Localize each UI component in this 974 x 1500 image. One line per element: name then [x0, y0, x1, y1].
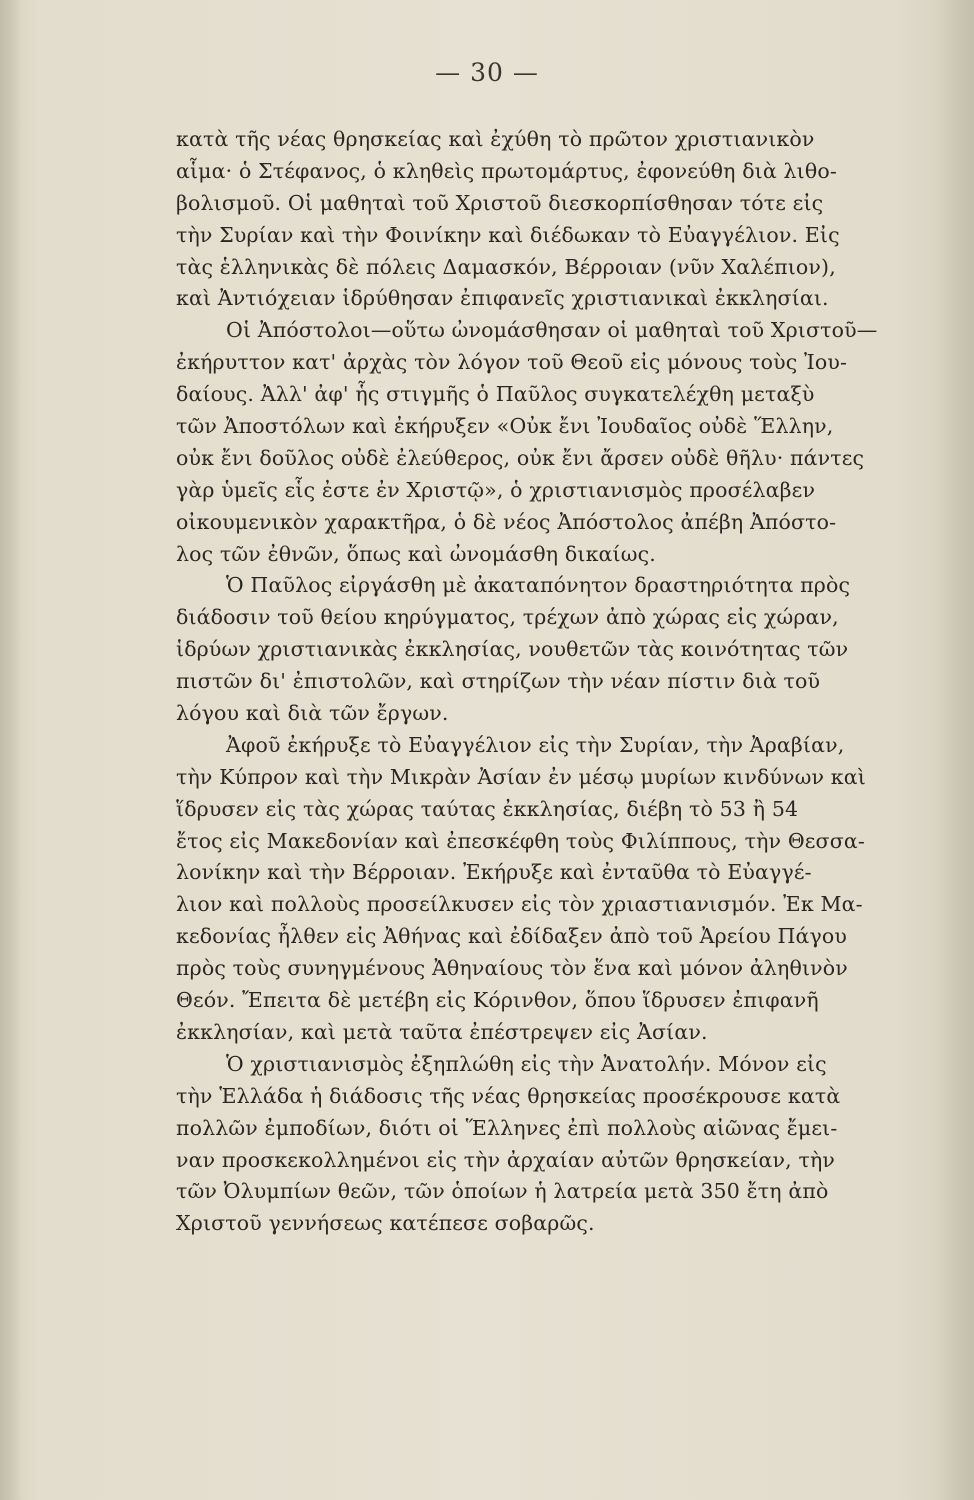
text-line: διάδοσιν τοῦ θείου κηρύγματος, τρέχων ἀπὸ χώρας εἰς χώραν,: [176, 605, 839, 630]
text-line: αἷμα· ὁ Στέφανος, ὁ κληθεὶς πρωτομάρτυς, ἐφονεύθη διὰ λιθο-: [176, 158, 837, 183]
paragraph-start-line: Οἱ Ἀπόστολοι—οὕτω ὠνομάσθησαν οἱ μαθηταὶ τοῦ Χριστοῦ—: [226, 318, 878, 343]
text-line: Χριστοῦ γεννήσεως κατέπεσε σοβαρῶς.: [176, 1211, 595, 1236]
text-line: δαίους. Ἀλλ' ἀφ' ἧς στιγμῆς ὁ Παῦλος συγκατελέχθη μεταξὺ: [176, 382, 815, 407]
text-line: γὰρ ὑμεῖς εἷς ἐστε ἐν Χριστῷ», ὁ χριστιανισμὸς προσέλαβεν: [176, 477, 816, 502]
paragraph-start-line: Ἀφοῦ ἐκήρυξε τὸ Εὐαγγέλιον εἰς τὴν Συρίαν, τὴν Ἀραβίαν,: [226, 732, 845, 757]
page-gutter-shadow: [0, 0, 22, 1500]
text-line: ἱδρύων χριστιανικὰς ἐκκλησίας, νουθετῶν τὰς κοινότητας τῶν: [176, 637, 849, 662]
paragraph-start-line: Ὁ χριστιανισμὸς ἐξηπλώθη εἰς τὴν Ἀνατολήν. Μόνον εἰς: [226, 1051, 827, 1076]
page-edge-shadow: [936, 0, 974, 1500]
body-text: [176, 124, 932, 1240]
text-line: καὶ Ἀντιόχειαν ἱδρύθησαν ἐπιφανεῖς χριστιανικαὶ ἐκκλησίαι.: [176, 286, 829, 311]
text-line: ἔτος εἰς Μακεδονίαν καὶ ἐπεσκέφθη τοὺς Φιλίππους, τὴν Θεσσα-: [176, 828, 865, 853]
text-line: λιον καὶ πολλοὺς προσείλκυσεν εἰς τὸν χριαστιανισμόν. Ἐκ Μα-: [176, 892, 863, 917]
text-line: λονίκην καὶ τὴν Βέρροιαν. Ἐκήρυξε καὶ ἐνταῦθα τὸ Εὐαγγέ-: [176, 860, 812, 885]
text-line: τὰς ἑλληνικὰς δὲ πόλεις Δαμασκόν, Βέρροιαν (νῦν Χαλέπιον),: [176, 254, 836, 279]
text-line: τῶν Ἀποστόλων καὶ ἐκήρυξεν «Οὐκ ἔνι Ἰουδαῖος οὐδὲ Ἕλλην,: [176, 414, 834, 439]
text-line: τὴν Ἑλλάδα ἡ διάδοσις τῆς νέας θρησκείας προσέκρουσε κατὰ: [176, 1083, 841, 1108]
text-line: κατὰ τῆς νέας θρησκείας καὶ ἐχύθη τὸ πρῶτον χριστιανικὸν: [176, 127, 815, 151]
text-line: ἵδρυσεν εἰς τὰς χώρας ταύτας ἐκκλησίας, διέβη τὸ 53 ἢ 54: [176, 796, 799, 821]
text-line: πιστῶν δι' ἐπιστολῶν, καὶ στηρίζων τὴν νέαν πίστιν διὰ τοῦ: [176, 669, 821, 694]
text-line: βολισμοῦ. Οἱ μαθηταὶ τοῦ Χριστοῦ διεσκορπίσθησαν τότε εἰς: [176, 190, 824, 215]
page-number: — 30 —: [435, 58, 539, 87]
text-line: οὐκ ἔνι δοῦλος οὐδὲ ἐλεύθερος, οὐκ ἔνι ἄρσεν οὐδὲ θῆλυ· πάντες: [176, 445, 865, 470]
text-line: πολλῶν ἐμποδίων, διότι οἱ Ἕλληνες ἐπὶ πολλοὺς αἰῶνας ἔμει-: [176, 1115, 838, 1140]
text-line: ναν προσκεκολλημένοι εἰς τὴν ἀρχαίαν αὐτῶν θρησκείαν, τὴν: [176, 1147, 836, 1172]
text-line: Θεόν. Ἔπειτα δὲ μετέβη εἰς Κόρινθον, ὅπου ἵδρυσεν ἐπιφανῆ: [176, 988, 819, 1013]
text-line: τῶν Ὀλυμπίων θεῶν, τῶν ὁποίων ἡ λατρεία μετὰ 350 ἔτη ἀπὸ: [176, 1179, 829, 1204]
paragraph-start-line: Ὁ Παῦλος εἰργάσθη μὲ ἀκαταπόνητον δραστηριότητα πρὸς: [226, 573, 851, 598]
text-line: λος τῶν ἐθνῶν, ὅπως καὶ ὠνομάσθη δικαίως.: [176, 541, 656, 566]
text-line: ἐκήρυττον κατ' ἀρχὰς τὸν λόγον τοῦ Θεοῦ εἰς μόνους τοὺς Ἰου-: [176, 350, 848, 375]
text-line: λόγου καὶ διὰ τῶν ἔργων.: [176, 701, 449, 726]
text-line: κεδονίας ἦλθεν εἰς Ἀθήνας καὶ ἐδίδαξεν ἀπὸ τοῦ Ἀρείου Πάγου: [176, 924, 848, 949]
text-line: πρὸς τοὺς συνηγμένους Ἀθηναίους τὸν ἕνα καὶ μόνον ἀληθινὸν: [176, 956, 848, 981]
text-line: ἐκκλησίαν, καὶ μετὰ ταῦτα ἐπέστρεψεν εἰς Ἀσίαν.: [176, 1019, 708, 1044]
text-line: οἰκουμενικὸν χαρακτῆρα, ὁ δὲ νέος Ἀπόστολος ἀπέβη Ἀπόστο-: [176, 509, 837, 534]
text-line: τὴν Κύπρον καὶ τὴν Μικρὰν Ἀσίαν ἐν μέσῳ μυρίων κινδύνων καὶ: [176, 764, 866, 789]
text-line: τὴν Συρίαν καὶ τὴν Φοινίκην καὶ διέδωκαν τὸ Εὐαγγέλιον. Εἰς: [176, 222, 840, 247]
